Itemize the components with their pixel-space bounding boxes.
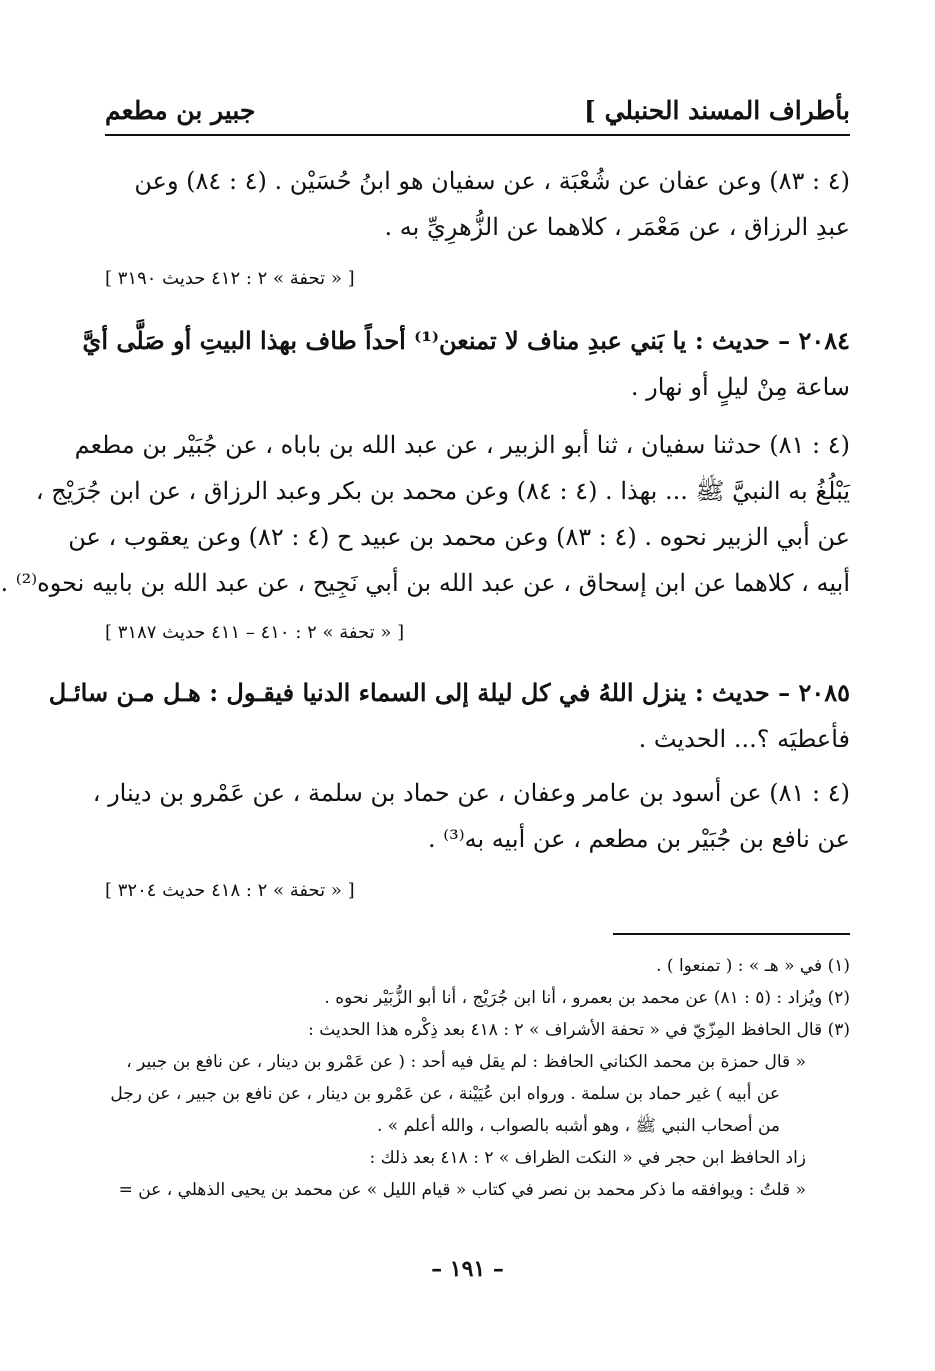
tuhfa-reference: [ « تحفة » ٢ : ٤١٢ حديث ٣١٩٠ ] <box>105 268 355 289</box>
footnote-3-addition: زاد الحافظ ابن حجر في « النكت الظراف » ٢ : ٤١٨ بعد ذلك : <box>369 1148 806 1168</box>
hadith-2085 <box>48 670 850 762</box>
footnote-3: (٣) قال الحافظ المِزّيّ في « تحفة الأشراف » ٢ : ٤١٨ بعد ذِكْره هذا الحديث : <box>308 1020 850 1040</box>
text-line: عن أبي الزبير نحوه . (٤ : ٨٣) وعن محمد بن عبيد ح (٤ : ٨٢) وعن يعقوب ، عن <box>68 523 850 551</box>
hadith-heading-line: ٢٠٨٥ – حديث : ينزل اللهُ في كل ليلة إلى السماء الدنيا فيقـول : هـل مـن سائـل <box>48 678 850 707</box>
text-line: ساعة مِنْ ليلٍ أو نهار . <box>630 373 850 401</box>
text-line: فأعطيَه ؟... الحديث . <box>638 725 850 753</box>
text-line: أبيه ، كلاهما عن ابن إسحاق ، عن عبد الله بن أبي نَجِيح ، عن عبد الله بن بابيه نحوه⁽²⁾ . <box>0 569 850 597</box>
hadith-2084 <box>82 318 850 410</box>
entry-continuation <box>105 158 850 250</box>
running-header <box>105 96 850 136</box>
book-title: بأطراف المسند الحنبلي ] <box>584 96 850 125</box>
footnote-3-quote: « قلتُ : ويوافقه ما ذكر محمد بن نصر في كتاب « قيام الليل » عن محمد بن يحيى الذهلي ، عن = <box>118 1180 806 1200</box>
section-title: جبير بن مطعم <box>105 96 256 125</box>
footnote-1: (١) في « هـ » : ( تمنعوا ) . <box>656 956 850 976</box>
footnote-separator <box>613 933 850 935</box>
text-line: (٤ : ٨١) عن أسود بن عامر وعفان ، عن حماد بن سلمة ، عن عَمْرو بن دينار ، <box>92 779 850 807</box>
footnote-3-quote: « قال حمزة بن محمد الكناني الحافظ : لم يقل فيه أحد : ( عن عَمْرو بن دينار ، عن نافع بن جبير ، <box>126 1052 806 1072</box>
hadith-2085-isnad <box>92 770 850 862</box>
text-line: (٤ : ٨١) حدثنا سفيان ، ثنا أبو الزبير ، عن عبد الله بن باباه ، عن جُبَيْر بن مطعم <box>74 431 850 459</box>
text-line: يَبْلُغُ به النبيَّ ﷺ ... بهذا . (٤ : ٨٤) وعن محمد بن بكر وعبد الرزاق ، عن ابن جُرَيْج ، <box>35 477 850 505</box>
footnotes <box>105 950 850 1206</box>
text-line: عبدِ الرزاق ، عن مَعْمَر ، كلاهما عن الزُّهرِيِّ به . <box>384 213 850 241</box>
text-line: عن نافع بن جُبَيْر بن مطعم ، عن أبيه به⁽³⁾ . <box>427 825 850 853</box>
tuhfa-reference: [ « تحفة » ٢ : ٤١٨ حديث ٣٢٠٤ ] <box>105 880 355 901</box>
page-number: – ١٩١ – <box>431 1256 504 1282</box>
footnote-3-quote: من أصحاب النبي ﷺ ، وهو أشبه بالصواب ، والله أعلم » . <box>376 1116 780 1136</box>
hadith-heading-line: ٢٠٨٤ – حديث : يا بَني عبدِ مناف لا تمنعن⁽¹⁾ أحداً طاف بهذا البيتِ أو صَلَّى أيَّ <box>82 326 850 355</box>
text-line: (٤ : ٨٣) وعن عفان عن شُعْبَة ، عن سفيان هو ابنُ حُسَيْن . (٤ : ٨٤) وعن <box>134 167 850 195</box>
tuhfa-reference: [ « تحفة » ٢ : ٤١٠ – ٤١١ حديث ٣١٨٧ ] <box>105 622 405 643</box>
hadith-2084-isnad <box>0 422 850 606</box>
footnote-2: (٢) ويُزاد : (٥ : ٨١) عن محمد بن بعمرو ، أنا ابن جُرَيْج ، أنا أبو الزُّبَيْر نحوه . <box>324 988 850 1008</box>
footnote-3-quote: عن أبيه ) غير حماد بن سلمة . ورواه ابن عُيَيْنة ، عن عَمْرو بن دينار ، عن نافع بن جبير ، عن رجل <box>110 1084 780 1104</box>
